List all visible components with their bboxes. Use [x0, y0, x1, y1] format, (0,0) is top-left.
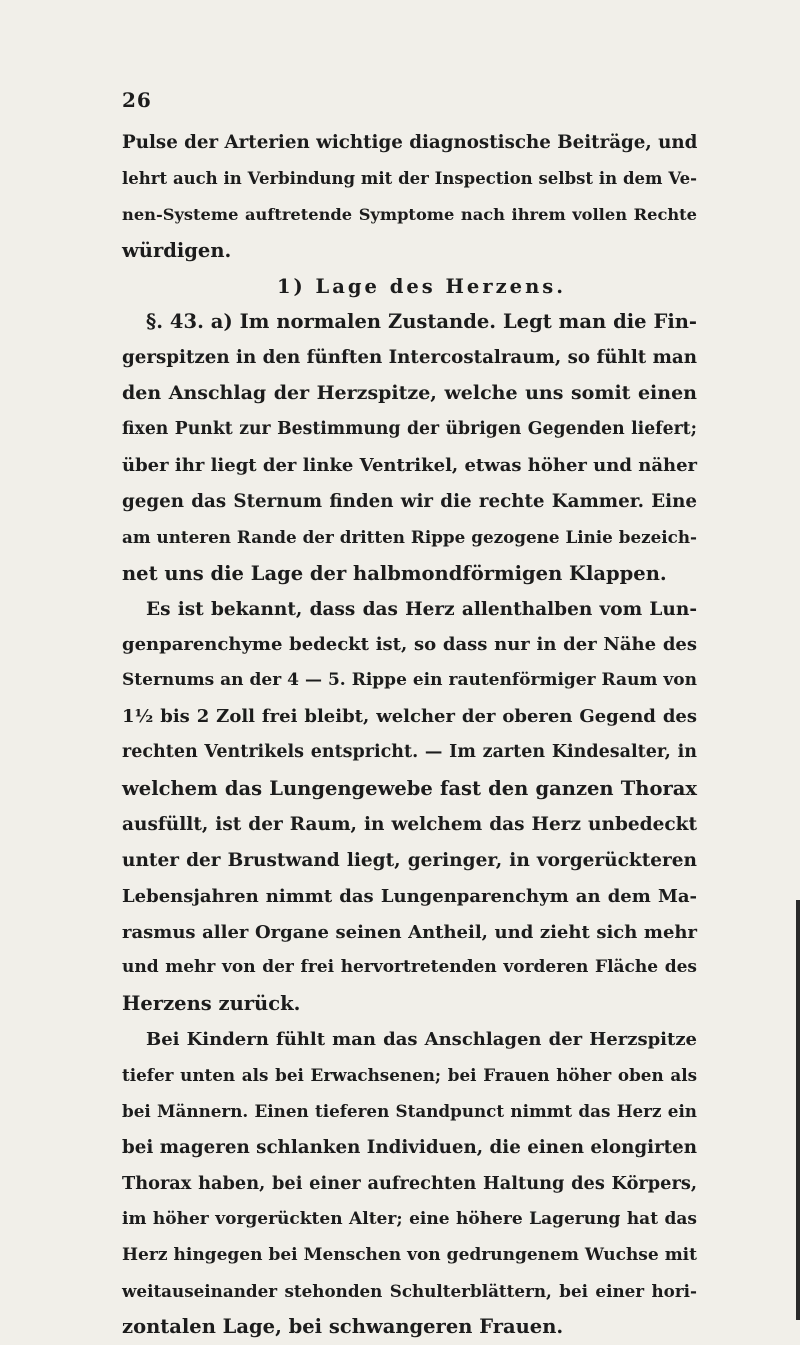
text-line: rechten Ventrikels entspricht. — Im zarten Kindesalter, in	[122, 742, 697, 763]
text-line: den Anschlag der Herzspitze, welche uns somit einen	[122, 382, 697, 405]
text-line: rasmus aller Organe seinen Antheil, und zieht sich mehr	[122, 921, 697, 943]
text-line: Pulse der Arterien wichtige diagnostische Beiträge, und	[122, 132, 698, 153]
text-line: über ihr liegt der linke Ventrikel, etwas höher und näher	[122, 455, 697, 477]
text-line: bei Männern. Einen tieferen Standpunct nimmt das Herz ein	[122, 1101, 697, 1122]
text-line: Lebensjahren nimmt das Lungenparenchym an dem Ma-	[122, 885, 697, 907]
text-line: zontalen Lage, bei schwangeren Frauen.	[122, 1315, 564, 1339]
text-line: würdigen.	[122, 238, 232, 262]
text-line: bei mageren schlanken Individuen, die einen elongirten	[122, 1136, 697, 1158]
body-text	[122, 125, 697, 1345]
text-line: fixen Punkt zur Bestimmung der übrigen Gegenden liefert;	[122, 419, 697, 440]
text-line: und mehr von der frei hervortretenden vorderen Fläche des	[122, 957, 697, 978]
text-line: im höher vorgerückten Alter; eine höhere Lagerung hat das	[122, 1208, 697, 1229]
paragraph-start: §. 43. a) Im normalen Zustande. Legt man die Fin-	[146, 310, 697, 334]
section-heading: 1) Lage des Herzens.	[276, 274, 567, 298]
text-line: lehrt auch in Verbindung mit der Inspection selbst in dem Ve-	[122, 168, 697, 188]
text-line: genparenchyme bedeckt ist, so dass nur in der Nähe des	[122, 634, 697, 656]
text-line: tiefer unten als bei Erwachsenen; bei Frauen höher oben als	[122, 1065, 697, 1086]
text-line: unter der Brustwand liegt, geringer, in vorgerückteren	[122, 849, 697, 871]
text-line: Herzens zurück.	[122, 992, 301, 1016]
text-line: Herz hingegen bei Menschen von gedrungenem Wuchse mit	[122, 1244, 697, 1265]
paragraph-start: Es ist bekannt, dass das Herz allenthalben vom Lun-	[146, 598, 697, 620]
text-line: Sternums an der 4 — 5. Rippe ein rautenförmiger Raum von	[122, 670, 697, 691]
text-line: gegen das Sternum finden wir die rechte Kammer. Eine	[122, 490, 697, 512]
text-line: net uns die Lage der halbmondförmigen Klappen.	[122, 561, 667, 585]
text-line: Thorax haben, bei einer aufrechten Haltung des Körpers,	[122, 1172, 697, 1194]
text-line: ausfüllt, ist der Raum, in welchem das Herz unbedeckt	[122, 813, 697, 835]
text-line: am unteren Rande der dritten Rippe gezogene Linie bezeich-	[122, 526, 697, 547]
text-line: 1½ bis 2 Zoll frei bleibt, welcher der oberen Gegend des	[122, 706, 697, 728]
text-line: weitauseinander stehonden Schulterblättern, bei einer hori-	[122, 1280, 697, 1301]
text-line: nen-Systeme auftretende Symptome nach ihrem vollen Rechte	[122, 204, 697, 224]
paragraph-start: Bei Kindern fühlt man das Anschlagen der Herzspitze	[146, 1029, 697, 1051]
text-line: gerspitzen in den fünften Intercostalraum, so fühlt man	[122, 347, 697, 369]
text-line: welchem das Lungengewebe fast den ganzen Thorax	[122, 777, 697, 801]
page-edge-shadow	[796, 900, 800, 1320]
page-number: 26	[122, 88, 152, 112]
